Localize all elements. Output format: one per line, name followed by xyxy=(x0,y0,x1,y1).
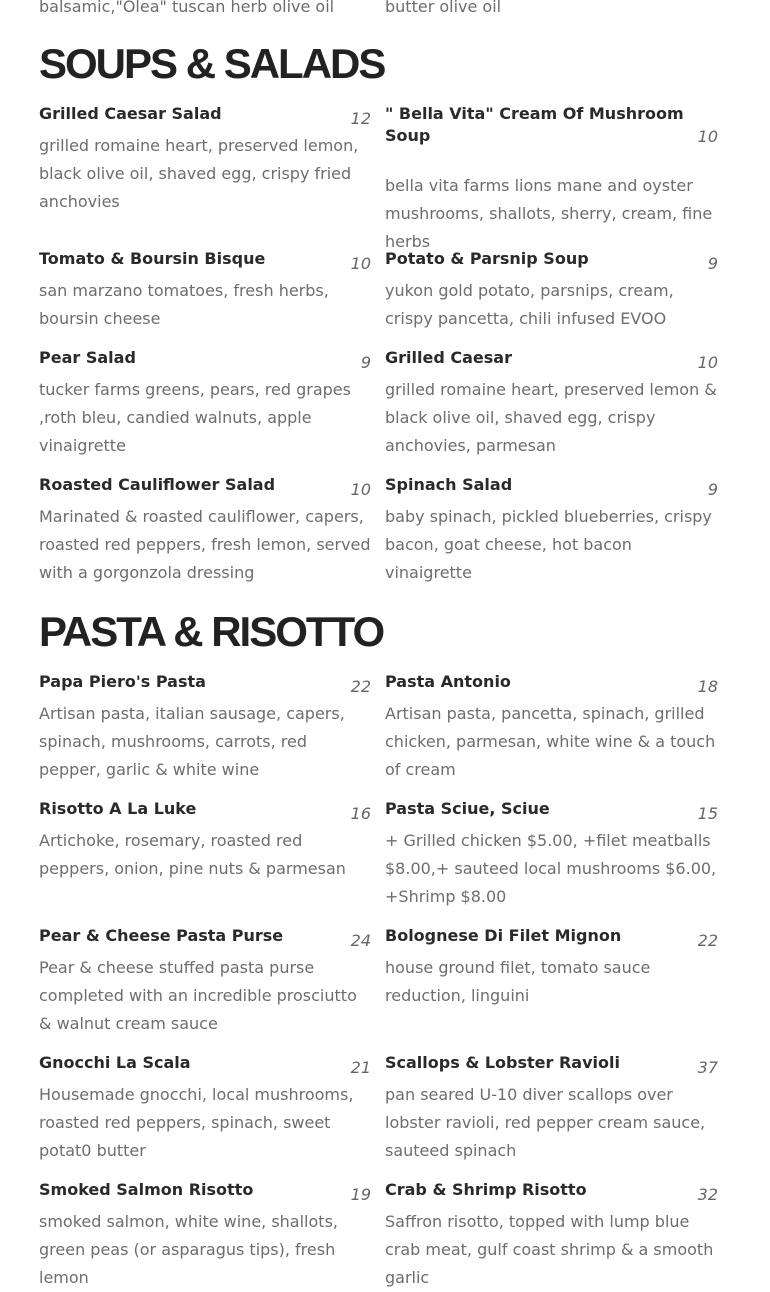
menu-item-pear-cheese-pasta-purse xyxy=(39,925,371,1038)
menu-item-gnocchi-la-scala xyxy=(39,1052,371,1165)
menu-item-price: 10 xyxy=(350,254,371,273)
menu-item-description: Marinated & roasted cauliflower, capers, roasted red peppers, fresh lemon, served with a gorgonzola dressing xyxy=(39,507,371,582)
menu-item-pasta-antonio xyxy=(385,671,718,784)
menu-item-description: smoked salmon, white wine, shallots, green peas (or asparagus tips), fresh lemon xyxy=(39,1212,338,1287)
menu-item-name: Scallops & Lobster Ravioli xyxy=(385,1053,620,1072)
menu-item-name: Potato & Parsnip Soup xyxy=(385,249,589,268)
menu-item-price: 24 xyxy=(350,931,371,950)
menu-item-price: 19 xyxy=(350,1185,371,1204)
menu-item-price: 22 xyxy=(350,677,371,696)
menu-item-name: Grilled Caesar Salad xyxy=(39,104,222,123)
menu-item-potato-parsnip-soup xyxy=(385,248,718,333)
menu-item-description: house ground filet, tomato sauce reduction, linguini xyxy=(385,958,651,1005)
menu-item-description: Saffron risotto, topped with lump blue crab meat, gulf coast shrimp & a smooth garlic xyxy=(385,1212,714,1287)
menu-item-name: Pear Salad xyxy=(39,348,136,367)
menu-item-description: Artichoke, rosemary, roasted red peppers, onion, pine nuts & parmesan xyxy=(39,831,346,878)
menu-item-bolognese-di-filet-mignon xyxy=(385,925,718,1010)
menu-item-description: tucker farms greens, pears, red grapes ,roth bleu, candied walnuts, apple vinaigrette xyxy=(39,380,351,455)
menu-item-description: san marzano tomatoes, fresh herbs, boursin cheese xyxy=(39,281,329,328)
previous-item-description-fragment: balsamic,"Olea" tuscan herb olive oil xyxy=(39,0,335,16)
menu-item-description: Housemade gnocchi, local mushrooms, roasted red peppers, spinach, sweet potat0 butter xyxy=(39,1085,354,1160)
menu-item-description: Artisan pasta, italian sausage, capers, spinach, mushrooms, carrots, red pepper, garlic & white wine xyxy=(39,704,345,779)
menu-item-name: Grilled Caesar xyxy=(385,348,512,367)
menu-item-scallops-lobster-ravioli xyxy=(385,1052,718,1165)
menu-item-name: Gnocchi La Scala xyxy=(39,1053,191,1072)
menu-item-price: 22 xyxy=(697,931,718,950)
menu-item-price: 10 xyxy=(697,353,718,372)
menu-item-description: baby spinach, pickled blueberries, crispy bacon, goat cheese, hot bacon vinaigrette xyxy=(385,507,712,582)
menu-item-price: 9 xyxy=(707,254,718,273)
menu-item-price: 10 xyxy=(697,127,718,146)
menu-item-name: Crab & Shrimp Risotto xyxy=(385,1180,587,1199)
menu-item-price: 21 xyxy=(350,1058,371,1077)
menu-item-description: grilled romaine heart, preserved lemon, black olive oil, shaved egg, crispy fried anchovies xyxy=(39,136,359,211)
menu-item-name: Pasta Sciue, Sciue xyxy=(385,799,550,818)
section-title-pasta-risotto: PASTA & RISOTTO xyxy=(39,608,384,655)
menu-item-description: yukon gold potato, parsnips, cream, crispy pancetta, chili infused EVOO xyxy=(385,281,674,328)
menu-item-grilled-caesar xyxy=(385,347,718,460)
menu-item-name: Spinach Salad xyxy=(385,475,513,494)
menu-item-price: 32 xyxy=(697,1185,718,1204)
menu-item-name: Tomato & Boursin Bisque xyxy=(39,249,266,268)
menu-item-crab-shrimp-risotto xyxy=(385,1179,718,1292)
menu-item-roasted-cauliflower-salad xyxy=(39,474,371,587)
previous-item-description-fragment: butter olive oil xyxy=(385,0,502,16)
menu-item-name: Bolognese Di Filet Mignon xyxy=(385,926,622,945)
menu-item-tomato-boursin-bisque xyxy=(39,248,371,333)
menu-item-grilled-caesar-salad xyxy=(39,103,371,216)
menu-item-price: 9 xyxy=(707,480,718,499)
menu-item-spinach-salad xyxy=(385,474,718,587)
menu-item-description: Artisan pasta, pancetta, spinach, grilled chicken, parmesan, white wine & a touch of cream xyxy=(385,704,716,779)
menu-item-pasta-sciue-sciue xyxy=(385,798,718,911)
menu-item-description: grilled romaine heart, preserved lemon & black olive oil, shaved egg, crispy anchovies, parmesan xyxy=(385,380,717,455)
menu-item-price: 9 xyxy=(360,353,371,372)
menu-item-papa-pieros-pasta xyxy=(39,671,371,784)
menu-item-description: Pear & cheese stuffed pasta purse completed with an incredible prosciutto & walnut cream sauce xyxy=(39,958,357,1033)
menu-item-name: Pasta Antonio xyxy=(385,672,511,691)
menu-item-name: Pear & Cheese Pasta Purse xyxy=(39,926,284,945)
menu-item-price: 16 xyxy=(350,804,371,823)
section-title-soups-salads: SOUPS & SALADS xyxy=(39,40,385,87)
menu-item-price: 18 xyxy=(697,677,718,696)
menu-item-cream-of-mushroom-soup xyxy=(385,103,718,256)
menu-item-description: bella vita farms lions mane and oyster mushrooms, shallots, sherry, cream, fine herbs xyxy=(385,176,713,251)
menu-item-name: " Bella Vita" Cream Of Mushroom Soup xyxy=(385,104,684,145)
menu-item-smoked-salmon-risotto xyxy=(39,1179,371,1292)
menu-item-pear-salad xyxy=(39,347,371,460)
menu-item-name: Risotto A La Luke xyxy=(39,799,197,818)
menu-item-risotto-a-la-luke xyxy=(39,798,371,883)
menu-item-price: 37 xyxy=(697,1058,718,1077)
menu-item-name: Smoked Salmon Risotto xyxy=(39,1180,254,1199)
menu-item-price: 12 xyxy=(350,109,371,128)
menu-item-description: pan seared U-10 diver scallops over lobster ravioli, red pepper cream sauce, sauteed spinach xyxy=(385,1085,706,1160)
menu-item-name: Roasted Cauliflower Salad xyxy=(39,475,276,494)
menu-item-price: 10 xyxy=(350,480,371,499)
menu-item-description: + Grilled chicken $5.00, +filet meatballs $8.00,+ sauteed local mushrooms $6.00, +Shrimp $8.00 xyxy=(385,831,717,906)
menu-item-name: Papa Piero's Pasta xyxy=(39,672,206,691)
menu-item-price: 15 xyxy=(697,804,718,823)
